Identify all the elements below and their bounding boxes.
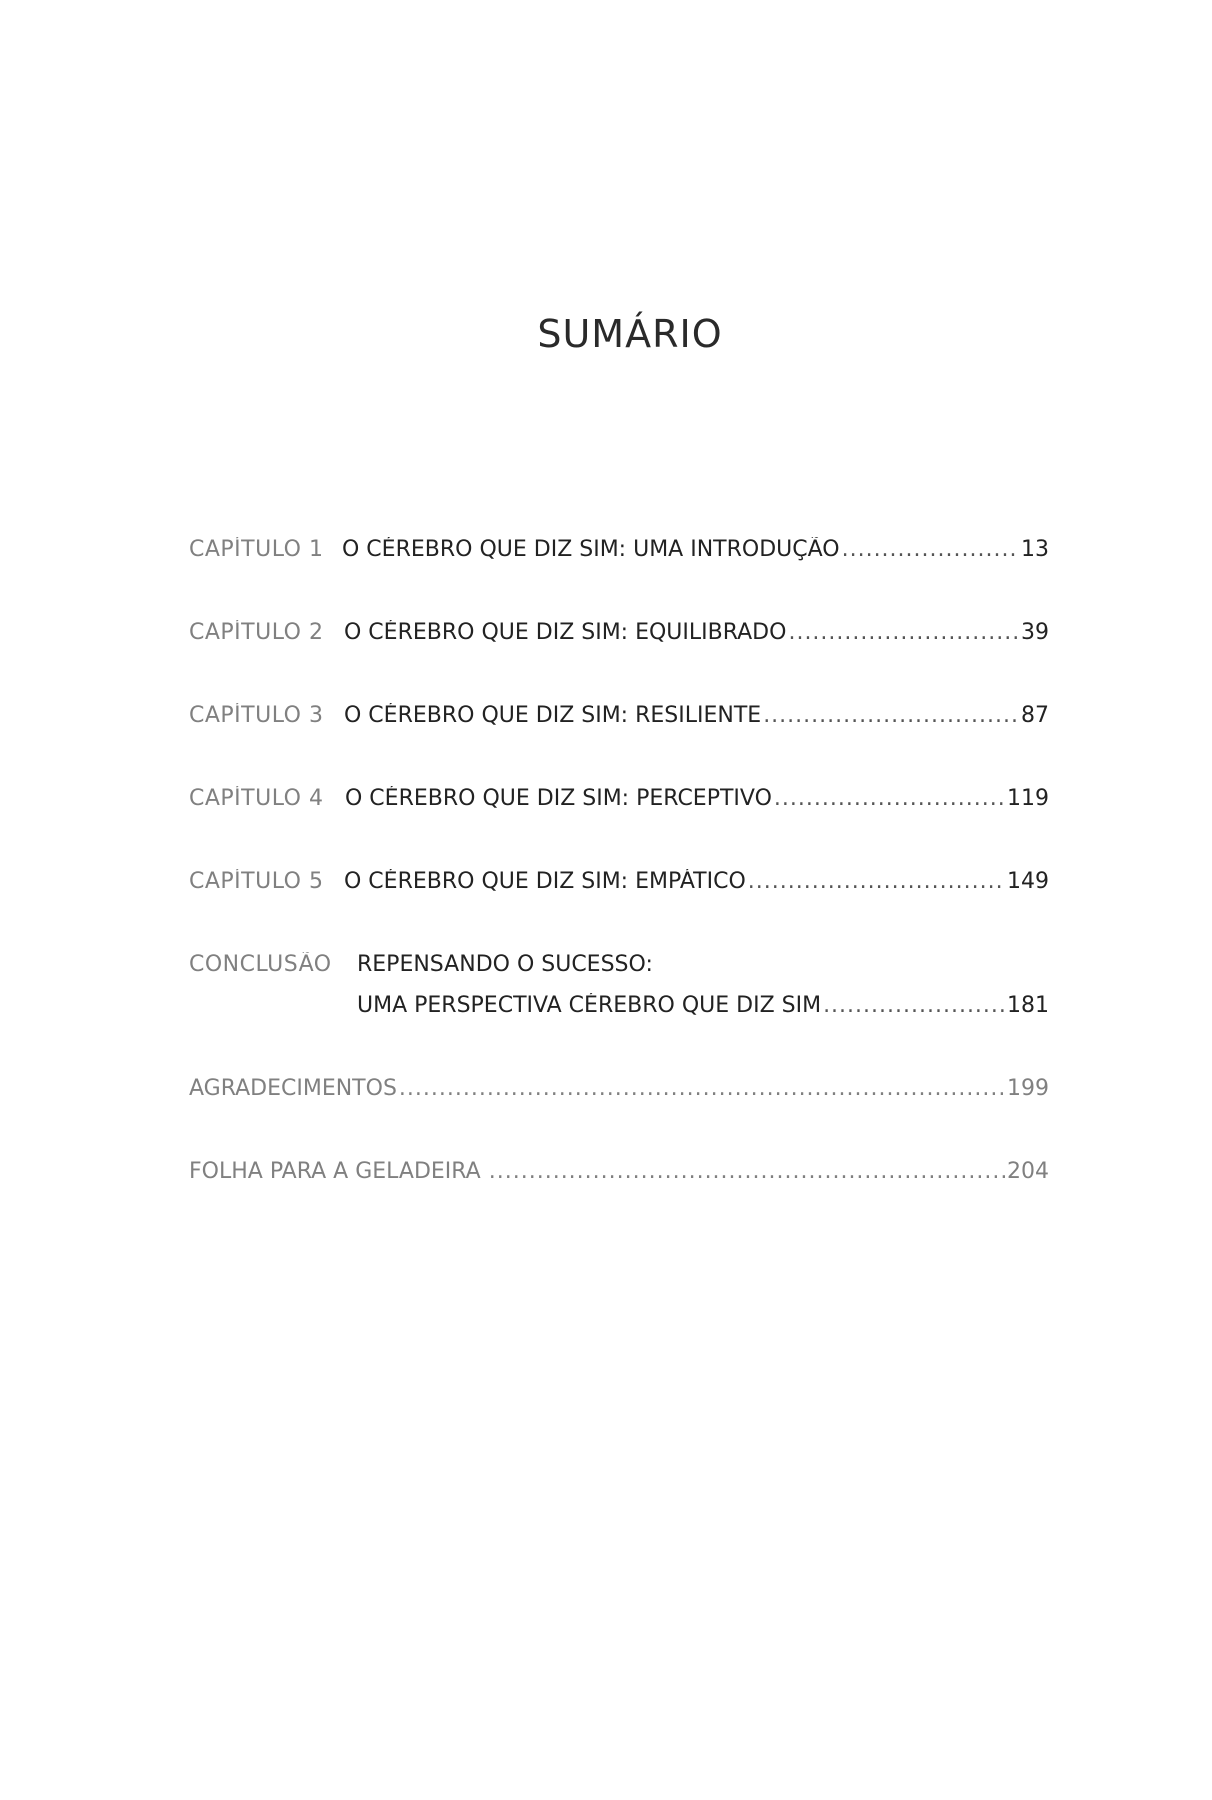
- toc-entry-title: O CÉREBRO QUE DIZ SIM: EMPÁTICO: [344, 869, 746, 894]
- toc-entry-chapter-5[interactable]: [189, 869, 1049, 901]
- toc-entry-page: 39: [1021, 620, 1049, 645]
- toc-entry-title: O CÉREBRO QUE DIZ SIM: PERCEPTIVO: [345, 786, 772, 811]
- toc-entry-page: 87: [1021, 703, 1049, 728]
- toc-entry-label: CAPÍTULO 2: [189, 620, 324, 645]
- toc-entry-chapter-3[interactable]: [189, 703, 1049, 735]
- toc-entry-label: CAPÍTULO 3: [189, 703, 324, 728]
- toc-entry-title: O CÉREBRO QUE DIZ SIM: EQUILIBRADO: [344, 620, 787, 645]
- toc-entry-label: CAPÍTULO 5: [189, 869, 324, 894]
- toc-entry-page: 199: [1007, 1076, 1049, 1101]
- conclusion-first-line: [189, 952, 1049, 984]
- dot-leader: [763, 703, 1019, 728]
- toc-entry-page: 119: [1007, 786, 1049, 811]
- dot-leader: [842, 537, 1019, 562]
- toc-entry-title: AGRADECIMENTOS: [189, 1076, 397, 1101]
- toc-entry-label: CAPÍTULO 4: [189, 786, 324, 811]
- toc-entry-fridge-sheet[interactable]: [189, 1159, 1049, 1191]
- toc-entry-chapter-4[interactable]: [189, 786, 1049, 818]
- toc-entry-label: CAPÍTULO 1: [189, 537, 324, 562]
- toc-entry-chapter-2[interactable]: [189, 620, 1049, 652]
- toc-entry-title: O CÉREBRO QUE DIZ SIM: RESILIENTE: [344, 703, 762, 728]
- page-title: SUMÁRIO: [537, 312, 723, 356]
- toc-entry-page: 149: [1007, 869, 1049, 894]
- dot-leader: [399, 1076, 1005, 1101]
- dot-leader: [823, 993, 1005, 1018]
- toc-entry-chapter-1[interactable]: [189, 537, 1049, 569]
- toc-entry-title: REPENSANDO O SUCESSO:: [357, 952, 653, 977]
- conclusion-second-line: [357, 993, 1049, 1025]
- dot-leader: [748, 869, 1005, 894]
- toc-entry-conclusion[interactable]: [189, 952, 1049, 1018]
- toc-entry-page: 204: [1007, 1159, 1049, 1184]
- dot-leader: [774, 786, 1005, 811]
- toc-entry-page: 181: [1007, 993, 1049, 1018]
- dot-leader: [489, 1159, 1005, 1184]
- toc-entry-title: FOLHA PARA A GELADEIRA: [189, 1159, 481, 1184]
- toc-entry-title: O CÉREBRO QUE DIZ SIM: UMA INTRODUÇÃO: [342, 537, 840, 562]
- dot-leader: [788, 620, 1019, 645]
- toc-entry-title-continued: UMA PERSPECTIVA CÉREBRO QUE DIZ SIM: [357, 993, 822, 1018]
- toc-entry-label: CONCLUSÃO: [189, 952, 332, 977]
- toc-entry-page: 13: [1021, 537, 1049, 562]
- toc-entry-acknowledgements[interactable]: [189, 1076, 1049, 1108]
